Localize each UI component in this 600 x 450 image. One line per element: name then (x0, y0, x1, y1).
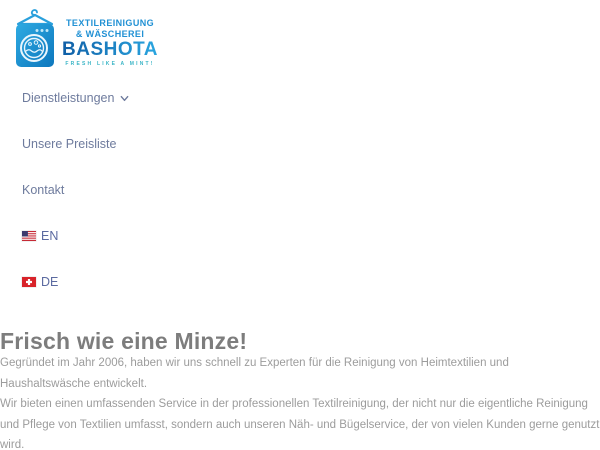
nav-item-unsere-preisliste[interactable] (22, 137, 129, 150)
nav-item-kontakt[interactable] (22, 183, 129, 196)
us-flag-icon (22, 231, 36, 241)
logo-line2: & WÄSCHEREI (75, 29, 145, 39)
logo-tagline: FRESH LIKE A MINT! (65, 61, 155, 67)
main-nav (22, 91, 129, 321)
language-switch-de[interactable] (22, 275, 129, 288)
language-code: DE (41, 274, 59, 289)
nav-item-dienstleistungen[interactable] (22, 91, 129, 104)
intro-paragraph-2: Wir bieten einen umfassenden Service in der professionellen Textilreinigung, der nicht nur die eigentliche Reinigung und Pflege von Textilien umfasst, sondern auch unseren Näh- und Bügelservice, der von vielen Kunden gerne genutzt wird. (0, 398, 600, 450)
language-switch-en[interactable] (22, 229, 129, 242)
logo-line1: TEXTILREINIGUNG (66, 18, 155, 28)
swiss-flag-icon (22, 277, 36, 287)
intro-paragraph-1: Gegründet im Jahr 2006, haben wir uns schnell zu Experten für die Reinigung von Heimtextilien und Haushaltswäsche entwickelt. (0, 357, 509, 390)
nav-item-label: Kontakt (22, 182, 65, 197)
logo-text (62, 18, 158, 69)
site-logo[interactable] (13, 7, 158, 69)
chevron-down-icon (120, 94, 129, 103)
logo-brand-name: BASHOTA (62, 39, 159, 60)
intro-section (0, 330, 600, 450)
language-code: EN (41, 228, 59, 243)
nav-item-label: Dienstleistungen (22, 90, 115, 105)
nav-item-label: Unsere Preisliste (22, 136, 117, 151)
section-heading: Frisch wie eine Minze! (0, 328, 248, 354)
washing-machine-hanger-icon (13, 7, 57, 69)
